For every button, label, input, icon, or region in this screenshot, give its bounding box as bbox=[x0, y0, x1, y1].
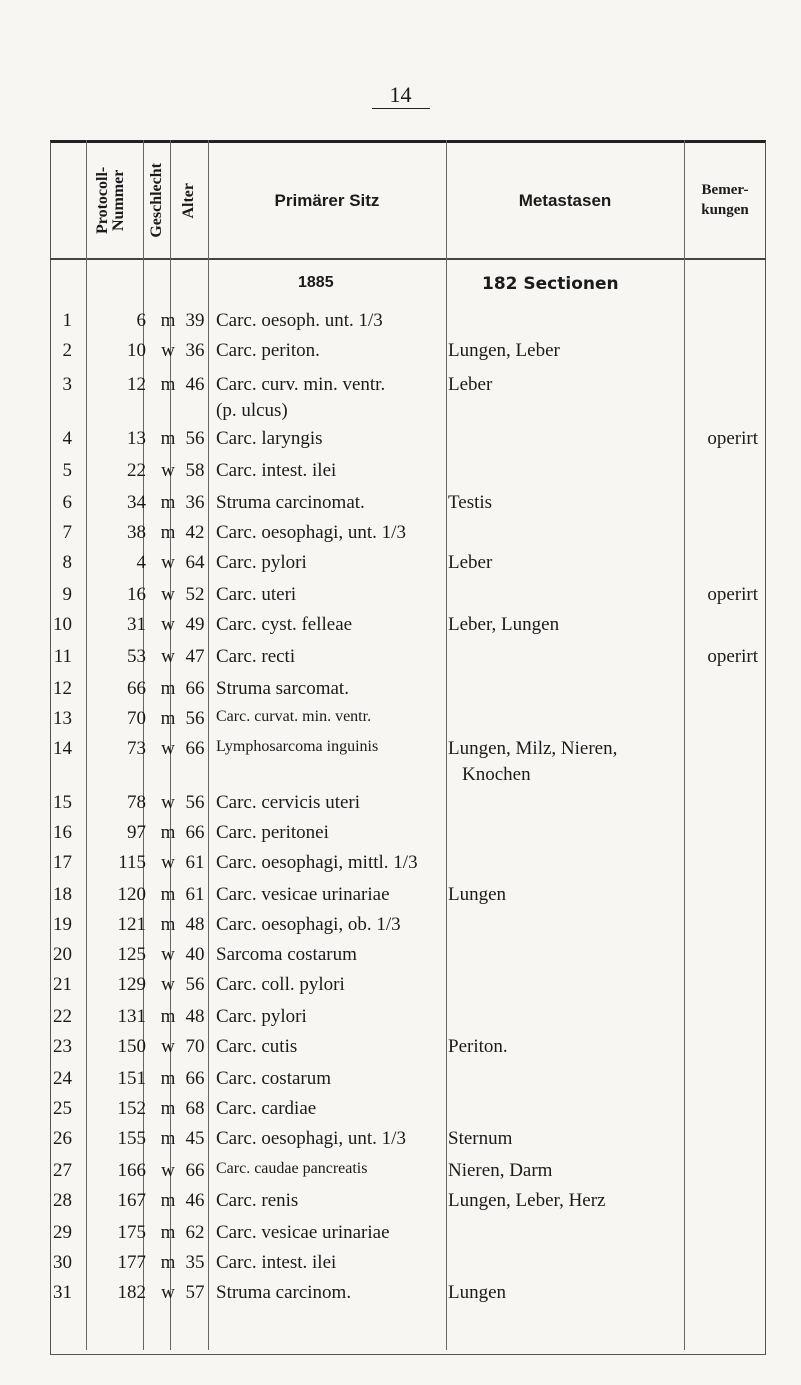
age: 56 bbox=[185, 974, 205, 995]
row-index: 22 bbox=[53, 1006, 72, 1027]
age: 36 bbox=[185, 340, 205, 361]
protocol-number: 16 bbox=[127, 584, 146, 605]
sex: m bbox=[160, 310, 176, 331]
row-index: 30 bbox=[53, 1252, 72, 1273]
age: 66 bbox=[185, 1068, 205, 1089]
metastases: Sternum bbox=[448, 1128, 513, 1149]
table-row bbox=[50, 460, 766, 494]
sex: m bbox=[160, 1222, 176, 1243]
protocol-number: 12 bbox=[127, 374, 146, 395]
protocol-number: 34 bbox=[127, 492, 146, 513]
protocol-number: 31 bbox=[127, 614, 146, 635]
primary-site-continuation: (p. ulcus) bbox=[216, 400, 288, 421]
primary-site: Carc. laryngis bbox=[216, 428, 323, 449]
table-row bbox=[50, 492, 766, 526]
row-index: 13 bbox=[53, 708, 72, 729]
row-index: 9 bbox=[62, 584, 72, 605]
protocol-number: 175 bbox=[117, 1222, 146, 1243]
table-row bbox=[50, 340, 766, 374]
protocol-number: 6 bbox=[136, 310, 146, 331]
header-sex: Geschlecht bbox=[147, 163, 165, 238]
table-row bbox=[50, 428, 766, 462]
sex: w bbox=[161, 584, 175, 605]
metastases: Testis bbox=[448, 492, 493, 513]
age: 66 bbox=[185, 1160, 205, 1181]
protocol-number: 151 bbox=[117, 1068, 146, 1089]
age: 66 bbox=[185, 738, 205, 759]
table-row bbox=[50, 852, 766, 886]
sex: w bbox=[161, 1036, 175, 1057]
sex: w bbox=[161, 1282, 175, 1303]
sex: m bbox=[160, 374, 176, 395]
age: 36 bbox=[185, 492, 205, 513]
sex: w bbox=[161, 738, 175, 759]
remarks: operirt bbox=[707, 584, 758, 605]
primary-site: Carc. vesicae urinariae bbox=[216, 884, 390, 905]
sex: m bbox=[160, 522, 176, 543]
row-index: 12 bbox=[53, 678, 72, 699]
metastases: Nieren, Darm bbox=[448, 1160, 553, 1181]
protocol-number: 38 bbox=[127, 522, 146, 543]
row-index: 19 bbox=[53, 914, 72, 935]
table-row bbox=[50, 1160, 766, 1194]
row-index: 18 bbox=[53, 884, 72, 905]
primary-site: Carc. uteri bbox=[216, 584, 297, 605]
remarks: operirt bbox=[707, 646, 758, 667]
primary-site: Carc. oesophagi, unt. 1/3 bbox=[216, 522, 406, 543]
primary-site: Struma carcinom. bbox=[216, 1282, 352, 1303]
primary-site: Carc. recti bbox=[216, 646, 296, 667]
age: 57 bbox=[185, 1282, 205, 1303]
protocol-number: 182 bbox=[117, 1282, 146, 1303]
row-index: 31 bbox=[53, 1282, 72, 1303]
table-row bbox=[50, 822, 766, 856]
primary-site: Struma carcinomat. bbox=[216, 492, 365, 513]
row-index: 21 bbox=[53, 974, 72, 995]
table-row bbox=[50, 1222, 766, 1256]
table-row bbox=[50, 310, 766, 344]
sex: m bbox=[160, 914, 176, 935]
sex: w bbox=[161, 792, 175, 813]
table-row bbox=[50, 1068, 766, 1102]
sex: m bbox=[160, 1128, 176, 1149]
primary-site: Carc. oesoph. unt. 1/3 bbox=[216, 310, 383, 331]
primary-site: Carc. caudae pancreatis bbox=[216, 1160, 368, 1177]
sex: w bbox=[161, 1160, 175, 1181]
primary-site: Carc. periton. bbox=[216, 340, 320, 361]
protocol-number: 152 bbox=[117, 1098, 146, 1119]
table-row bbox=[50, 1036, 766, 1070]
primary-site: Carc. cervicis uteri bbox=[216, 792, 361, 813]
row-index: 2 bbox=[62, 340, 72, 361]
age: 56 bbox=[185, 428, 205, 449]
row-index: 6 bbox=[62, 492, 72, 513]
age: 52 bbox=[185, 584, 205, 605]
sex: m bbox=[160, 428, 176, 449]
row-index: 28 bbox=[53, 1190, 72, 1211]
protocol-number: 53 bbox=[127, 646, 146, 667]
row-index: 8 bbox=[62, 552, 72, 573]
sex: m bbox=[160, 822, 176, 843]
primary-site: Carc. intest. ilei bbox=[216, 1252, 337, 1273]
age: 58 bbox=[185, 460, 205, 481]
table-row bbox=[50, 552, 766, 586]
protocol-number: 4 bbox=[136, 552, 146, 573]
metastases: Lungen, Milz, Nieren, bbox=[448, 738, 618, 759]
primary-site: Carc. pylori bbox=[216, 1006, 307, 1027]
primary-site: Struma sarcomat. bbox=[216, 678, 349, 699]
sex: w bbox=[161, 974, 175, 995]
header-remarks: Bemer-kungen bbox=[701, 182, 749, 218]
metastases: Lungen bbox=[448, 1282, 507, 1303]
table-row bbox=[50, 792, 766, 826]
row-index: 17 bbox=[53, 852, 72, 873]
protocol-number: 120 bbox=[117, 884, 146, 905]
row-index: 20 bbox=[53, 944, 72, 965]
row-index: 7 bbox=[62, 522, 72, 543]
header-metastases: Metastasen bbox=[518, 190, 612, 210]
age: 39 bbox=[185, 310, 205, 331]
metastases: Leber bbox=[448, 552, 493, 573]
age: 49 bbox=[185, 614, 205, 635]
primary-site: Carc. renis bbox=[216, 1190, 299, 1211]
table-row bbox=[50, 944, 766, 978]
header-protocol: Protocoll-Nummer bbox=[93, 166, 127, 235]
row-index: 4 bbox=[62, 428, 72, 449]
protocol-number: 166 bbox=[117, 1160, 146, 1181]
primary-site: Carc. oesophagi, ob. 1/3 bbox=[216, 914, 401, 935]
row-index: 15 bbox=[53, 792, 72, 813]
protocol-number: 167 bbox=[117, 1190, 146, 1211]
row-index: 14 bbox=[53, 738, 72, 759]
primary-site: Lymphosarcoma inguinis bbox=[216, 738, 379, 755]
protocol-number: 177 bbox=[117, 1252, 146, 1273]
protocol-number: 155 bbox=[117, 1128, 146, 1149]
protocol-number: 10 bbox=[127, 340, 146, 361]
section-count: 182 Sectionen bbox=[482, 274, 619, 294]
age: 48 bbox=[185, 1006, 205, 1027]
protocol-number: 66 bbox=[127, 678, 146, 699]
protocol-number: 73 bbox=[127, 738, 146, 759]
row-index: 29 bbox=[53, 1222, 72, 1243]
sex: w bbox=[161, 852, 175, 873]
protocol-number: 97 bbox=[127, 822, 146, 843]
age: 47 bbox=[185, 646, 205, 667]
sex: w bbox=[161, 460, 175, 481]
section-year: 1885 bbox=[298, 274, 334, 291]
row-index: 24 bbox=[53, 1068, 72, 1089]
age: 56 bbox=[185, 792, 205, 813]
sex: w bbox=[161, 340, 175, 361]
primary-site: Carc. curvat. min. ventr. bbox=[216, 708, 372, 725]
primary-site: Carc. cutis bbox=[216, 1036, 298, 1057]
primary-site: Carc. vesicae urinariae bbox=[216, 1222, 390, 1243]
header-age: Alter bbox=[180, 182, 197, 219]
primary-site: Carc. intest. ilei bbox=[216, 460, 337, 481]
table-row bbox=[50, 738, 766, 785]
sex: w bbox=[161, 944, 175, 965]
table-row bbox=[50, 914, 766, 948]
table-row bbox=[50, 1128, 766, 1162]
page-number: 14 bbox=[0, 82, 801, 109]
age: 46 bbox=[185, 374, 205, 395]
age: 40 bbox=[185, 944, 205, 965]
sex: w bbox=[161, 646, 175, 667]
primary-site: Carc. cyst. felleae bbox=[216, 614, 353, 635]
age: 68 bbox=[185, 1098, 205, 1119]
protocol-number: 70 bbox=[127, 708, 146, 729]
primary-site: Carc. oesophagi, mittl. 1/3 bbox=[216, 852, 418, 873]
row-index: 26 bbox=[53, 1128, 72, 1149]
protocol-number: 125 bbox=[117, 944, 146, 965]
header-primary-site: Primärer Sitz bbox=[274, 190, 380, 210]
age: 48 bbox=[185, 914, 205, 935]
table-row bbox=[50, 974, 766, 1008]
table-row bbox=[50, 1282, 766, 1316]
age: 64 bbox=[185, 552, 205, 573]
age: 61 bbox=[185, 884, 205, 905]
table-row bbox=[50, 584, 766, 618]
primary-site: Carc. cardiae bbox=[216, 1098, 317, 1119]
age: 66 bbox=[185, 822, 205, 843]
age: 56 bbox=[185, 708, 205, 729]
primary-site: Sarcoma costarum bbox=[216, 944, 357, 965]
row-index: 1 bbox=[62, 310, 72, 331]
row-index: 16 bbox=[53, 822, 72, 843]
age: 66 bbox=[185, 678, 205, 699]
primary-site: Carc. peritonei bbox=[216, 822, 329, 843]
protocol-number: 22 bbox=[127, 460, 146, 481]
table-row bbox=[50, 678, 766, 712]
metastases: Lungen, Leber, Herz bbox=[448, 1190, 606, 1211]
protocol-number: 121 bbox=[117, 914, 146, 935]
row-index: 5 bbox=[62, 460, 72, 481]
row-index: 23 bbox=[53, 1036, 72, 1057]
sex: w bbox=[161, 552, 175, 573]
metastases-continuation: Knochen bbox=[462, 764, 531, 785]
sex: m bbox=[160, 1098, 176, 1119]
table-row bbox=[50, 1006, 766, 1040]
metastases: Lungen, Leber bbox=[448, 340, 560, 361]
sex: m bbox=[160, 492, 176, 513]
sex: m bbox=[160, 1252, 176, 1273]
protocol-number: 129 bbox=[117, 974, 146, 995]
table-row bbox=[50, 522, 766, 556]
row-index: 27 bbox=[53, 1160, 72, 1181]
row-index: 11 bbox=[53, 646, 72, 667]
metastases: Periton. bbox=[448, 1036, 508, 1057]
protocol-number: 78 bbox=[127, 792, 146, 813]
age: 70 bbox=[185, 1036, 205, 1057]
age: 42 bbox=[185, 522, 205, 543]
primary-site: Carc. pylori bbox=[216, 552, 307, 573]
sex: m bbox=[160, 884, 176, 905]
row-index: 25 bbox=[53, 1098, 72, 1119]
remarks: operirt bbox=[707, 428, 758, 449]
protocol-number: 150 bbox=[117, 1036, 146, 1057]
age: 61 bbox=[185, 852, 205, 873]
metastases: Leber bbox=[448, 374, 493, 395]
table-row bbox=[50, 1098, 766, 1132]
age: 45 bbox=[185, 1128, 205, 1149]
header-divider bbox=[50, 258, 766, 260]
table-row bbox=[50, 884, 766, 918]
sex: m bbox=[160, 1006, 176, 1027]
protocol-number: 115 bbox=[118, 852, 146, 873]
age: 35 bbox=[185, 1252, 205, 1273]
sex: m bbox=[160, 678, 176, 699]
table-row bbox=[50, 708, 766, 742]
row-index: 10 bbox=[53, 614, 72, 635]
primary-site: Carc. coll. pylori bbox=[216, 974, 345, 995]
sex: w bbox=[161, 614, 175, 635]
protocol-number: 13 bbox=[127, 428, 146, 449]
primary-site: Carc. oesophagi, unt. 1/3 bbox=[216, 1128, 406, 1149]
age: 46 bbox=[185, 1190, 205, 1211]
primary-site: Carc. curv. min. ventr. bbox=[216, 374, 386, 395]
metastases: Leber, Lungen bbox=[448, 614, 560, 635]
table-row bbox=[50, 646, 766, 680]
table-row bbox=[50, 614, 766, 648]
table-row bbox=[50, 374, 766, 421]
sex: m bbox=[160, 708, 176, 729]
age: 62 bbox=[185, 1222, 205, 1243]
row-index: 3 bbox=[62, 374, 72, 395]
primary-site: Carc. costarum bbox=[216, 1068, 332, 1089]
sex: m bbox=[160, 1190, 176, 1211]
sex: m bbox=[160, 1068, 176, 1089]
metastases: Lungen bbox=[448, 884, 507, 905]
table-row bbox=[50, 1190, 766, 1224]
table-row bbox=[50, 1252, 766, 1286]
protocol-number: 131 bbox=[117, 1006, 146, 1027]
